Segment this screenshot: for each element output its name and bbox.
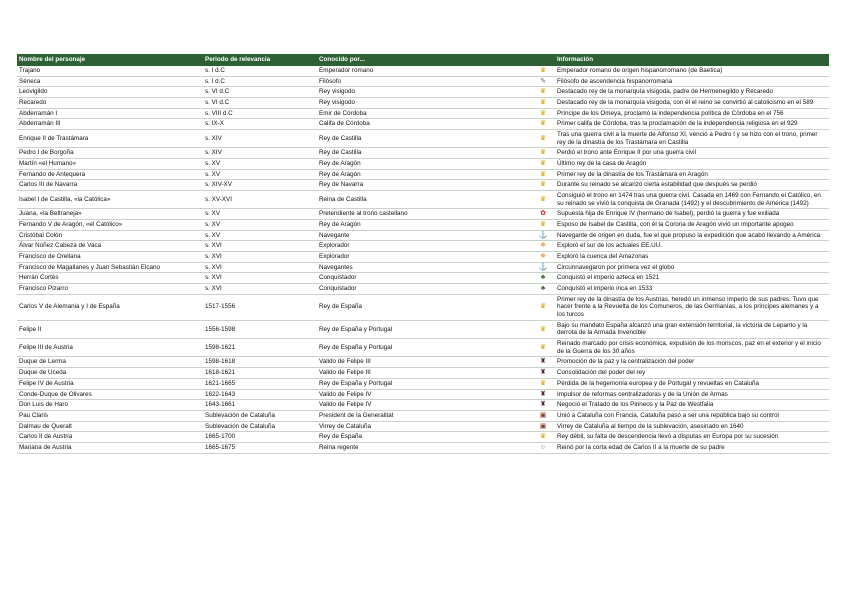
cell-icon[interactable] [531,180,555,191]
cell-periodo[interactable]: s. XVI [203,252,317,263]
cell-icon[interactable] [531,273,555,284]
cell-nombre[interactable]: Carlos III de Navarra [17,180,203,191]
crown-icon: ♛ [539,88,547,96]
crown-icon: ♛ [539,67,547,74]
cell-conocido[interactable]: Rey de Aragón [317,159,531,170]
cell-informacion[interactable]: Destacado rey de la monarquía visigoda, con él el reino se convirtió al catolicismo en el 589 [555,98,829,109]
cell-conocido[interactable]: Rey de Castilla [317,130,531,148]
scroll-icon: ✎ [540,77,546,85]
table-row [17,339,829,357]
cell-conocido[interactable]: Conquistador [317,284,531,295]
cell-nombre[interactable]: Carlos II de Austria [17,432,203,443]
cell-nombre[interactable]: Fernando de Antequera [17,169,203,180]
cell-conocido[interactable]: Virrey de Cataluña [317,421,531,432]
crown-icon: ♛ [539,149,547,157]
table-row [17,209,829,220]
cell-conocido[interactable]: Emperador romano [317,66,531,76]
table-row [17,262,829,273]
cell-periodo[interactable]: 1598-1621 [203,339,317,357]
cell-icon[interactable] [531,241,555,252]
cell-conocido[interactable]: Filósofo [317,76,531,87]
cell-nombre[interactable]: Pau Claris [17,410,203,421]
cell-nombre[interactable]: Isabel I de Castilla, «la Católica» [17,191,203,209]
cell-informacion[interactable]: Reinó por la corta edad de Carlos II a la muerte de su padre [555,442,829,453]
cell-nombre[interactable]: Mariana de Austria [17,442,203,453]
crown-icon: ♛ [539,303,547,311]
cell-periodo[interactable]: 1643-1661 [203,400,317,411]
crown-icon: ♛ [539,99,547,107]
cell-conocido[interactable]: Rey visigodo [317,98,531,109]
cell-icon[interactable] [531,76,555,87]
cell-icon[interactable] [531,432,555,443]
cell-conocido[interactable]: Reina regente [317,442,531,453]
cell-conocido[interactable]: President de la Generalitat [317,410,531,421]
briefcase-icon: ▣ [539,411,547,419]
cell-nombre[interactable]: Francisco Pizarro [17,284,203,295]
cell-icon[interactable] [531,220,555,231]
cell-icon[interactable] [531,389,555,400]
table-row [17,294,829,320]
table-row [17,66,829,76]
cell-nombre[interactable]: Conde-Duque de Olivares [17,389,203,400]
cell-informacion[interactable]: Virrey de Cataluña al tiempo de la sublevación, asesinado en 1640 [555,421,829,432]
cell-periodo[interactable]: Sublevación de Cataluña [203,421,317,432]
cell-nombre[interactable]: Felipe II [17,320,203,338]
crown-icon: ♛ [539,120,547,128]
table-row [17,410,829,421]
cell-informacion[interactable]: Esposo de Isabel de Castilla, con él la Corona de Aragón vivió un importante apogeo [555,220,829,231]
cell-nombre[interactable]: Duque de Lerma [17,357,203,368]
table-row [17,108,829,119]
cell-nombre[interactable]: Cristóbal Colón [17,230,203,241]
cell-informacion[interactable]: Durante su reinado se alcanzó cierta estabilidad que después se perdió [555,180,829,191]
cell-periodo[interactable]: s. I d.C [203,76,317,87]
cell-icon[interactable] [531,209,555,220]
crown-icon: ♛ [539,181,547,189]
cell-conocido[interactable]: Rey de España [317,294,531,320]
cell-conocido[interactable]: Valido de Felipe III [317,357,531,368]
cell-conocido[interactable]: Explorador [317,252,531,263]
table-row [17,320,829,338]
cell-informacion[interactable]: Negoció el Tratado de los Pirineos y la Paz de Westfalia [555,400,829,411]
cell-informacion[interactable]: Destacado rey de la monarquía visigoda, padre de Hermenegildo y Recaredo [555,87,829,98]
cell-conocido[interactable]: Rey de España [317,432,531,443]
cell-icon[interactable] [531,252,555,263]
cell-periodo[interactable]: s. XVI [203,241,317,252]
crown-icon: ♛ [539,195,547,203]
cell-informacion[interactable]: Filósofo de ascendencia hispanorromana [555,76,829,87]
cell-conocido[interactable]: Explorador [317,241,531,252]
cell-periodo[interactable]: s. XV [203,209,317,220]
cell-periodo[interactable]: s. XVI [203,262,317,273]
cell-informacion[interactable]: Impulsor de reformas centralizadoras y de la Unión de Armas [555,389,829,400]
cell-icon[interactable] [531,191,555,209]
cell-nombre[interactable]: Felipe IV de Austria [17,378,203,389]
table-row [17,119,829,130]
table-row [17,220,829,231]
cell-icon[interactable] [531,119,555,130]
header-conocido[interactable]: Conocido por... [317,54,531,66]
cell-nombre[interactable]: Séneca [17,76,203,87]
cell-nombre[interactable]: Leovigildo [17,87,203,98]
cell-conocido[interactable]: Reina de Castilla [317,191,531,209]
cell-nombre[interactable]: Herrán Cortés [17,273,203,284]
cell-nombre[interactable]: Don Luis de Haro [17,400,203,411]
cell-periodo[interactable]: s. XIV [203,130,317,148]
table-row [17,284,829,295]
cell-icon[interactable] [531,400,555,411]
cell-periodo[interactable]: 1618-1621 [203,368,317,379]
cell-periodo[interactable]: s. XV-XVI [203,191,317,209]
cell-informacion[interactable]: Primer califa de Córdoba, tras la proclamación de la independencia religiosa en el 929 [555,119,829,130]
cell-periodo[interactable]: 1556-1598 [203,320,317,338]
cell-informacion[interactable]: Exploró la cuenca del Amazonas [555,252,829,263]
cell-conocido[interactable]: Rey de España y Portugal [317,339,531,357]
cell-icon[interactable] [531,294,555,320]
cell-periodo[interactable]: s. XV [203,220,317,231]
cell-nombre[interactable]: Juana, «la Beltraneja» [17,209,203,220]
cell-informacion[interactable]: Exploró el sur de los actuales EE.UU. [555,241,829,252]
cell-conocido[interactable]: Valido de Felipe IV [317,400,531,411]
cell-icon[interactable] [531,421,555,432]
cell-periodo[interactable]: s. VI d.C [203,87,317,98]
crown-icon: ♛ [539,343,547,351]
cell-nombre[interactable]: Abderramán I [17,108,203,119]
table-header-row [17,54,829,66]
cell-nombre[interactable]: Dalmau de Queralt [17,421,203,432]
cell-informacion[interactable]: Circunnavegaron por primera vez el globo [555,262,829,273]
cell-periodo[interactable]: Sublevación de Cataluña [203,410,317,421]
cell-nombre[interactable]: Trajano [17,66,203,76]
crown-icon: ♛ [539,379,547,387]
cell-periodo[interactable]: 1622-1643 [203,389,317,400]
spreadsheet-page [17,54,829,454]
cell-periodo[interactable]: s. XIV [203,148,317,159]
table-row [17,432,829,443]
cell-informacion[interactable]: Promoción de la paz y la centralización del poder [555,357,829,368]
anchor-icon: ⚓ [538,231,548,239]
cell-icon[interactable] [531,320,555,338]
cell-nombre[interactable]: Duque de Uceda [17,368,203,379]
anchor-icon: ⚓ [538,263,548,271]
cell-nombre[interactable]: Francisco de Orellana [17,252,203,263]
table-row [17,98,829,109]
cell-periodo[interactable]: s. XV [203,230,317,241]
cell-nombre[interactable]: Felipe III de Austria [17,339,203,357]
table-row [17,252,829,263]
cell-nombre[interactable]: Pedro I de Borgoña [17,148,203,159]
cell-informacion[interactable]: Último rey de la casa de Aragón [555,159,829,170]
hat-icon: ♜ [539,401,547,409]
compass-icon: ✵ [540,253,546,261]
cell-informacion[interactable]: Emperador romano de origen hispanorromano (de Baetica) [555,66,829,76]
cell-informacion[interactable]: Rey débil, su falta de descendencia llevó a disputas en Europa por su sucesión [555,432,829,443]
table-row [17,357,829,368]
cell-periodo[interactable]: s. XV [203,159,317,170]
cell-nombre[interactable]: Abderramán III [17,119,203,130]
crown-icon: ♛ [539,325,547,333]
cell-conocido[interactable]: Califa de Córdoba [317,119,531,130]
cell-informacion[interactable]: Conquistó el imperio inca en 1533 [555,284,829,295]
cell-conocido[interactable]: Rey de Castilla [317,148,531,159]
tree-icon: ♣ [540,285,546,293]
header-nombre[interactable]: Nombre del personaje [17,54,203,66]
table-row [17,180,829,191]
cell-periodo[interactable]: s. VI d.C [203,98,317,109]
cell-informacion[interactable]: Reinado marcado por crisis económica, expulsión de los moriscos, paz en el exterior y el inicio de la Guerra de los 30 años [555,339,829,357]
cell-informacion[interactable]: Primer rey de la dinastía de los Trastámara en Aragón [555,169,829,180]
cell-icon[interactable] [531,284,555,295]
cell-icon[interactable] [531,148,555,159]
cell-conocido[interactable]: Emir de Córdoba [317,108,531,119]
table-row [17,368,829,379]
cell-icon[interactable] [531,169,555,180]
cell-icon[interactable] [531,98,555,109]
hat-icon: ♜ [539,390,547,398]
cell-conocido[interactable]: Valido de Felipe IV [317,389,531,400]
cell-nombre[interactable]: Enrique II de Trastámara [17,130,203,148]
table-row [17,191,829,209]
cell-periodo[interactable]: s. XVI [203,273,317,284]
cell-informacion[interactable]: Conquistó el imperio azteca en 1521 [555,273,829,284]
cell-conocido[interactable]: Rey de España y Portugal [317,378,531,389]
cell-conocido[interactable]: Navegante [317,230,531,241]
rose-icon: ✿ [540,210,546,218]
table-body [17,66,829,453]
cell-informacion[interactable]: Primer rey de la dinastía de los Austrias, heredó un inmenso imperio de sus padres. Tuvo que hacer frente a la Revuelta de los Comuneros, de las Germanías, a los príncipes alemanes y a los turcos [555,294,829,320]
cell-conocido[interactable]: Valido de Felipe III [317,368,531,379]
cell-icon[interactable] [531,230,555,241]
table-row [17,130,829,148]
crown-icon: ♛ [539,160,547,168]
cell-periodo[interactable]: 1665-1700 [203,432,317,443]
cell-icon[interactable] [531,357,555,368]
crown-icon: ♛ [539,170,547,178]
cell-conocido[interactable]: Rey de España y Portugal [317,320,531,338]
cell-informacion[interactable]: Navegante de origen en duda, fue el que propuso la expedición que acabó llevando a América [555,230,829,241]
header-periodo[interactable]: Periodo de relevancia [203,54,317,66]
table-row [17,273,829,284]
cell-conocido[interactable]: Pretendiente al trono castellano [317,209,531,220]
cell-nombre[interactable]: Fernando V de Aragón, «el Católico» [17,220,203,231]
cell-icon[interactable] [531,368,555,379]
cell-icon[interactable] [531,262,555,273]
cell-icon[interactable] [531,378,555,389]
cell-periodo[interactable]: 1517-1556 [203,294,317,320]
table-row [17,230,829,241]
cell-periodo[interactable]: s. I d.C [203,66,317,76]
table-row [17,400,829,411]
cell-conocido[interactable]: Navegantes [317,262,531,273]
table-row [17,169,829,180]
cell-informacion[interactable]: Bajo su mandato España alcanzó una gran extensión territorial, la victoria de Lepanto y la derrota de la Armada Invencible [555,320,829,338]
historical-figures-table [17,54,829,454]
table-row [17,378,829,389]
table-row [17,421,829,432]
header-icon[interactable] [531,54,555,66]
cell-icon[interactable] [531,159,555,170]
cell-conocido[interactable]: Rey de Aragón [317,220,531,231]
cell-informacion[interactable]: Consiguió el trono en 1474 tras una guerra civil. Casada en 1469 con Fernando el Católico, en su reinado se vivió la conquista de Granada (1492) y el descubrimiento de América (1492) [555,191,829,209]
compass-icon: ✵ [540,242,546,250]
cell-conocido[interactable]: Rey de Navarra [317,180,531,191]
table-row [17,241,829,252]
tree-icon: ♣ [540,274,546,282]
cell-icon[interactable] [531,108,555,119]
table-row [17,159,829,170]
cell-periodo[interactable]: s. IX-X [203,119,317,130]
table-row [17,76,829,87]
cell-informacion[interactable]: Unió a Cataluña con Francia, Cataluña pasó a ser una república bajo su control [555,410,829,421]
cell-periodo[interactable]: s. VIII d.C [203,108,317,119]
cell-nombre[interactable]: Francisco de Magallanes y Juan Sebastián Elcano [17,262,203,273]
table-row [17,87,829,98]
cell-nombre[interactable]: Recaredo [17,98,203,109]
crown-icon: ♛ [539,221,547,229]
hat-icon: ♜ [539,369,547,377]
cell-periodo[interactable]: 1665-1675 [203,442,317,453]
crown-icon: ♛ [539,134,547,142]
cell-periodo[interactable]: s. XIV-XV [203,180,317,191]
cell-nombre[interactable]: Martín «el Humano» [17,159,203,170]
cell-conocido[interactable]: Rey visigodo [317,87,531,98]
cell-informacion[interactable]: Consolidación del poder del rey [555,368,829,379]
cell-periodo[interactable]: s. XV [203,169,317,180]
cell-nombre[interactable]: Álvar Núñez Cabeza de Vaca [17,241,203,252]
briefcase-icon: ▣ [539,422,547,430]
cell-informacion[interactable]: Perdió el trono ante Enrique II por una guerra civil [555,148,829,159]
table-row [17,148,829,159]
header-informacion[interactable]: Información [555,54,829,66]
cell-nombre[interactable]: Carlos V de Alemania y I de España [17,294,203,320]
cell-icon[interactable] [531,87,555,98]
cell-informacion[interactable]: Pérdida de la hegemonía europea y de Portugal y revueltas en Cataluña [555,378,829,389]
cell-periodo[interactable]: s. XVI [203,284,317,295]
cell-informacion[interactable]: Supuesta hija de Enrique IV (hermano de Isabel), perdió la guerra y fue exiliada [555,209,829,220]
cell-icon[interactable] [531,339,555,357]
cell-icon[interactable] [531,66,555,76]
crown-icon: ♛ [539,433,547,441]
cell-conocido[interactable]: Rey de Aragón [317,169,531,180]
table-row [17,389,829,400]
cell-icon[interactable] [531,410,555,421]
cell-periodo[interactable]: 1621-1665 [203,378,317,389]
cell-informacion[interactable]: Tras una guerra civil a la muerte de Alfonso XI, venció a Pedro I y se hizo con el trono, primer rey de la dinastía de los Trastámara en Castilla [555,130,829,148]
baby-icon: ☺ [539,443,547,451]
crown-icon: ♛ [539,109,547,117]
cell-informacion[interactable]: Príncipe de los Omeya, proclamó la independencia política de Córdoba en el 756 [555,108,829,119]
cell-conocido[interactable]: Conquistador [317,273,531,284]
cell-icon[interactable] [531,130,555,148]
cell-periodo[interactable]: 1598-1618 [203,357,317,368]
cell-icon[interactable] [531,442,555,453]
hat-icon: ♜ [539,358,547,366]
table-row [17,442,829,453]
